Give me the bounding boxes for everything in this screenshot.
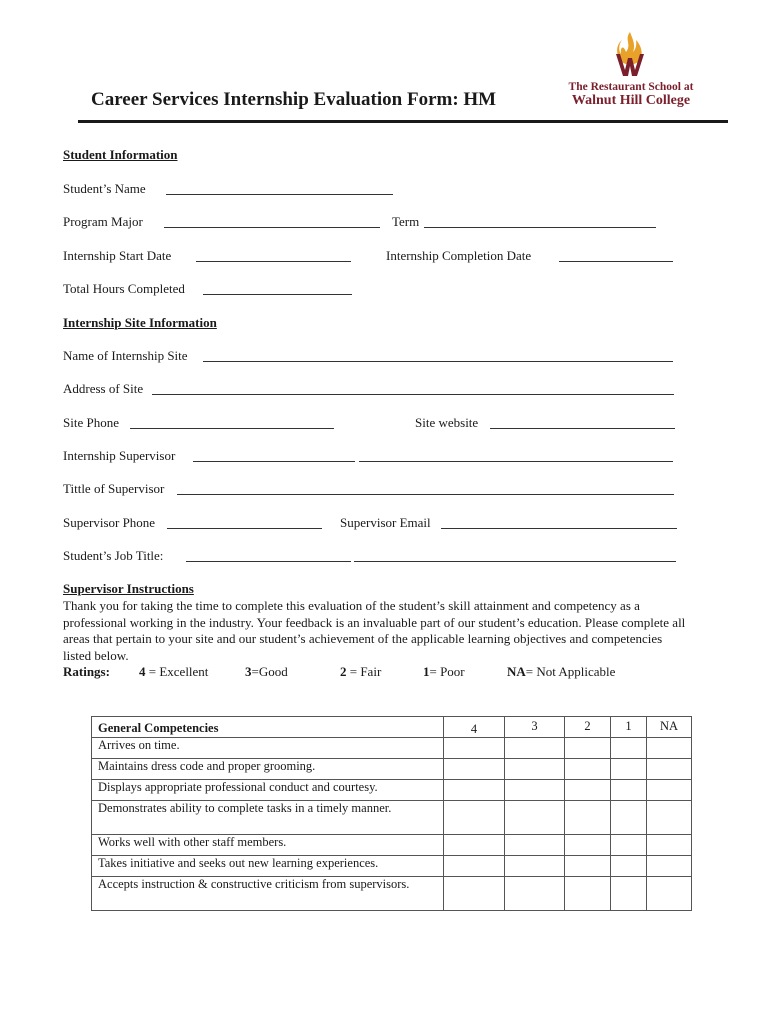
rating-na: NA= Not Applicable xyxy=(507,664,616,679)
competency-label: Maintains dress code and proper grooming. xyxy=(92,759,444,780)
rating-cell-2[interactable] xyxy=(565,856,611,877)
rating-cell-na[interactable] xyxy=(647,801,692,835)
table-row xyxy=(92,801,692,835)
column-header-1: 1 xyxy=(611,717,647,738)
logo-text-line2: Walnut Hill College xyxy=(571,93,691,108)
total-hours-field[interactable] xyxy=(203,294,352,295)
instructions-paragraph: Thank you for taking the time to complete this evaluation of the student’s skill attainment and competency as a professional working in the industry. Your feedback is an invaluable part of our student’s education. Please complete all areas that pertain to your site and our student’s achievement of the applicable learning objectives and competencies listed below. xyxy=(63,598,686,663)
site-website-label: Site website xyxy=(415,415,479,430)
competency-label: Takes initiative and seeks out new learning experiences. xyxy=(92,856,444,877)
rating-cell-3[interactable] xyxy=(505,738,565,759)
rating-cell-4[interactable] xyxy=(444,877,505,911)
rating-cell-3[interactable] xyxy=(505,759,565,780)
site-info-heading: Internship Site Information xyxy=(63,315,217,330)
table-row xyxy=(92,759,692,780)
rating-cell-1[interactable] xyxy=(611,780,647,801)
rating-good: 3=Good xyxy=(245,664,288,679)
rating-cell-3[interactable] xyxy=(505,877,565,911)
rating-cell-4[interactable] xyxy=(444,835,505,856)
competency-label: Accepts instruction & constructive criticism from supervisors. xyxy=(92,877,444,911)
rating-excellent: 4 = Excellent xyxy=(139,664,209,679)
student-info-heading: Student Information xyxy=(63,147,178,162)
rating-cell-na[interactable] xyxy=(647,780,692,801)
rating-cell-1[interactable] xyxy=(611,801,647,835)
rating-cell-2[interactable] xyxy=(565,738,611,759)
supervisor-title-field[interactable] xyxy=(177,494,674,495)
competency-label: Displays appropriate professional conduct and courtesy. xyxy=(92,780,444,801)
supervisor-phone-label: Supervisor Phone xyxy=(63,515,156,530)
start-date-field[interactable] xyxy=(196,261,351,262)
start-date-label: Internship Start Date xyxy=(63,248,172,263)
rating-fair: 2 = Fair xyxy=(340,664,382,679)
student-name-label: Student’s Name xyxy=(63,181,146,196)
competencies-table xyxy=(91,716,692,911)
job-title-label: Student’s Job Title: xyxy=(63,548,164,563)
rating-cell-4[interactable] xyxy=(444,738,505,759)
column-header-3: 3 xyxy=(505,717,565,738)
table-row xyxy=(92,835,692,856)
rating-cell-2[interactable] xyxy=(565,877,611,911)
rating-cell-na[interactable] xyxy=(647,856,692,877)
supervisor-second-field[interactable] xyxy=(359,461,673,462)
column-header-2: 2 xyxy=(565,717,611,738)
rating-cell-2[interactable] xyxy=(565,835,611,856)
competency-label: Arrives on time. xyxy=(92,738,444,759)
site-name-field[interactable] xyxy=(203,361,673,362)
supervisor-first-field[interactable] xyxy=(193,461,355,462)
form-title: Career Services Internship Evaluation Form: HM xyxy=(91,89,497,110)
rating-cell-3[interactable] xyxy=(505,835,565,856)
job-title-second-field[interactable] xyxy=(354,561,676,562)
competency-label: Demonstrates ability to complete tasks in a timely manner. xyxy=(92,801,444,835)
rating-cell-na[interactable] xyxy=(647,759,692,780)
rating-cell-2[interactable] xyxy=(565,801,611,835)
table-row xyxy=(92,856,692,877)
total-hours-label: Total Hours Completed xyxy=(63,281,185,296)
rating-cell-2[interactable] xyxy=(565,780,611,801)
completion-date-label: Internship Completion Date xyxy=(386,248,532,263)
supervisor-email-label: Supervisor Email xyxy=(340,515,431,530)
column-header-4: 4 xyxy=(444,717,505,738)
completion-date-field[interactable] xyxy=(559,261,673,262)
ratings-label: Ratings: xyxy=(63,664,110,679)
site-name-label: Name of Internship Site xyxy=(63,348,188,363)
rating-cell-1[interactable] xyxy=(611,877,647,911)
table-row xyxy=(92,738,692,759)
rating-cell-3[interactable] xyxy=(505,801,565,835)
job-title-first-field[interactable] xyxy=(186,561,351,562)
rating-cell-3[interactable] xyxy=(505,856,565,877)
site-address-field[interactable] xyxy=(152,394,674,395)
rating-cell-4[interactable] xyxy=(444,801,505,835)
rating-cell-na[interactable] xyxy=(647,877,692,911)
rating-cell-na[interactable] xyxy=(647,835,692,856)
table-row xyxy=(92,780,692,801)
site-address-label: Address of Site xyxy=(63,381,144,396)
term-label: Term xyxy=(392,214,420,229)
rating-cell-1[interactable] xyxy=(611,856,647,877)
term-field[interactable] xyxy=(424,227,656,228)
site-phone-label: Site Phone xyxy=(63,415,119,430)
rating-cell-4[interactable] xyxy=(444,780,505,801)
college-logo xyxy=(566,30,706,114)
rating-cell-2[interactable] xyxy=(565,759,611,780)
logo-emblem-icon xyxy=(610,30,650,78)
table-row xyxy=(92,877,692,911)
logo-text-line1: The Restaurant School at xyxy=(568,81,694,93)
program-major-field[interactable] xyxy=(164,227,380,228)
rating-cell-na[interactable] xyxy=(647,738,692,759)
rating-cell-4[interactable] xyxy=(444,856,505,877)
student-name-field[interactable] xyxy=(166,194,393,195)
rating-cell-3[interactable] xyxy=(505,780,565,801)
competencies-header: General Competencies xyxy=(92,717,444,738)
instructions-heading: Supervisor Instructions xyxy=(63,581,194,596)
table-header-row xyxy=(92,717,692,738)
rating-cell-1[interactable] xyxy=(611,759,647,780)
competency-label: Works well with other staff members. xyxy=(92,835,444,856)
column-header-na: NA xyxy=(647,717,692,738)
rating-poor: 1= Poor xyxy=(423,664,465,679)
supervisor-label: Internship Supervisor xyxy=(63,448,176,463)
program-major-label: Program Major xyxy=(63,214,143,229)
rating-cell-1[interactable] xyxy=(611,835,647,856)
rating-cell-1[interactable] xyxy=(611,738,647,759)
supervisor-title-label: Tittle of Supervisor xyxy=(63,481,165,496)
supervisor-email-field[interactable] xyxy=(441,528,677,529)
supervisor-phone-field[interactable] xyxy=(167,528,322,529)
site-phone-field[interactable] xyxy=(130,428,334,429)
title-rule xyxy=(78,120,728,123)
rating-cell-4[interactable] xyxy=(444,759,505,780)
site-website-field[interactable] xyxy=(490,428,675,429)
